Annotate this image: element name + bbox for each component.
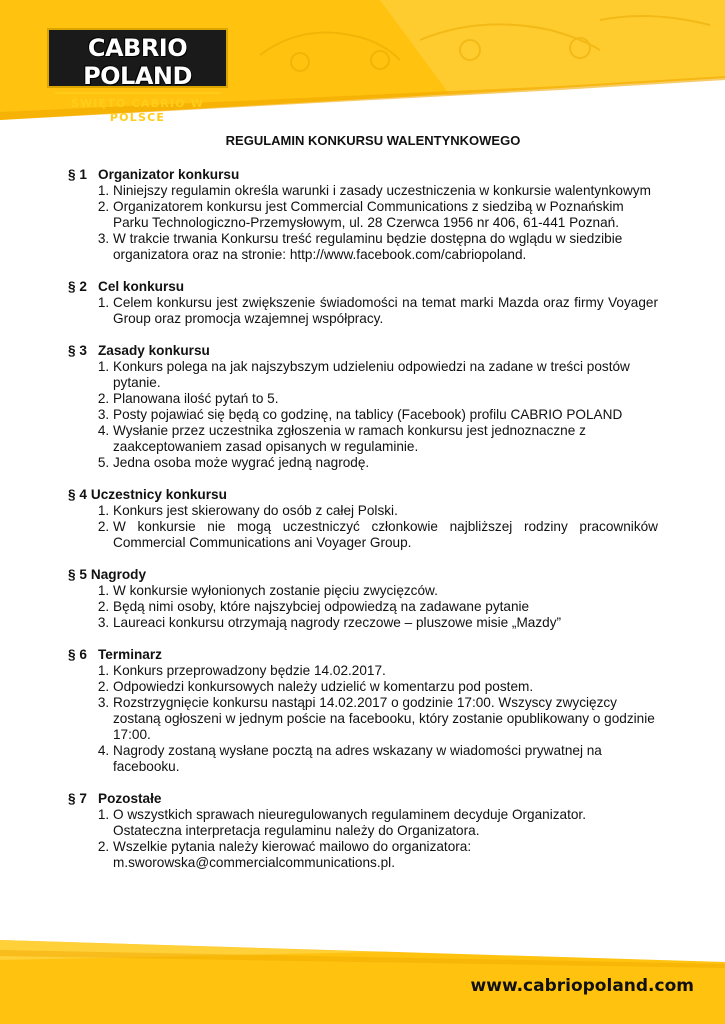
- section-list: [68, 359, 658, 471]
- section-title: Organizator konkursu: [98, 167, 240, 182]
- section-title: Cel konkursu: [98, 279, 185, 294]
- list-item: 3. W trakcie trwania Konkursu treść regulaminu będzie dostępna do wglądu w siedzibie organizatora oraz na stronie: http://www.facebook.com/cabriopoland.: [113, 231, 658, 263]
- section-number: § 1: [68, 167, 87, 182]
- section-title: Pozostałe: [98, 791, 162, 806]
- list-item: 2. Będą nimi osoby, które najszybciej odpowiedzą na zadawane pytanie: [113, 599, 658, 615]
- section-heading: [68, 343, 658, 359]
- section-heading: [68, 487, 658, 503]
- section-3: [68, 343, 658, 471]
- section-heading: [68, 167, 658, 183]
- section-number: § 4: [68, 487, 87, 502]
- section-number: § 3: [68, 343, 87, 358]
- list-item: 1. W konkursie wyłonionych zostanie pięciu zwycięzców.: [113, 583, 658, 599]
- list-item: 1. O wszystkich sprawach nieuregulowanych regulaminem decyduje Organizator. Ostateczna interpretacja regulaminu należy do Organizatora.: [113, 807, 658, 839]
- section-list: [68, 503, 658, 551]
- website-url: www.cabriopoland.com: [470, 976, 694, 996]
- list-item: 1. Konkurs polega na jak najszybszym udzieleniu odpowiedzi na zadane w treści postów pytanie.: [113, 359, 658, 391]
- list-item: 2. Planowana ilość pytań to 5.: [113, 391, 658, 407]
- list-item: 3. Posty pojawiać się będą co godzinę, na tablicy (Facebook) profilu CABRIO POLAND: [113, 407, 658, 423]
- section-1: [68, 167, 658, 263]
- section-list: [68, 663, 658, 775]
- section-number: § 7: [68, 791, 87, 806]
- section-title: Uczestnicy konkursu: [90, 487, 227, 502]
- document-title: REGULAMIN KONKURSU WALENTYNKOWEGO: [225, 133, 521, 148]
- list-item: 2. Wszelkie pytania należy kierować mailowo do organizatora: m.sworowska@commercialcommunications.pl.: [113, 839, 658, 871]
- cabrio-poland-logo: [47, 28, 228, 124]
- list-item: 1. Konkurs jest skierowany do osób z całej Polski.: [113, 503, 658, 519]
- list-item: 3. Laureaci konkursu otrzymają nagrody rzeczowe – pluszowe misie „Mazdy”: [113, 615, 658, 631]
- list-item: 5. Jedna osoba może wygrać jedną nagrodę.: [113, 455, 658, 471]
- list-item: 1. Niniejszy regulamin określa warunki i zasady uczestniczenia w konkursie walentynkowym: [113, 183, 658, 199]
- list-item: 4. Wysłanie przez uczestnika zgłoszenia w ramach konkursu jest jednoznaczne z zaakceptowaniem zasad opisanych w regulaminie.: [113, 423, 658, 455]
- section-list: [68, 183, 658, 263]
- section-6: [68, 647, 658, 775]
- list-item: 1. Konkurs przeprowadzony będzie 14.02.2017.: [113, 663, 658, 679]
- section-title: Zasady konkursu: [98, 343, 210, 358]
- sections-container: [68, 167, 658, 871]
- section-heading: [68, 567, 658, 583]
- section-number: § 6: [68, 647, 87, 662]
- section-list: [68, 807, 658, 871]
- section-list: [68, 583, 658, 631]
- section-number: § 5: [68, 567, 87, 582]
- section-title: Nagrody: [90, 567, 147, 582]
- list-item: 4. Nagrody zostaną wysłane pocztą na adres wskazany w wiadomości prywatnej na facebooku.: [113, 743, 658, 775]
- section-5: [68, 567, 658, 631]
- section-heading: [68, 647, 658, 663]
- section-7: [68, 791, 658, 871]
- list-item: 1. Celem konkursu jest zwiększenie świadomości na temat marki Mazda oraz firmy Voyager Group oraz promocja wzajemnej współpracy.: [113, 295, 658, 327]
- section-2: [68, 279, 658, 327]
- section-number: § 2: [68, 279, 87, 294]
- document-body: [68, 133, 658, 887]
- section-heading: [68, 279, 658, 295]
- section-list: [68, 295, 658, 327]
- section-title: Terminarz: [98, 647, 162, 662]
- logo-subtitle: ŚWIĘTO CABRIO W POLSCE: [55, 92, 220, 125]
- logo-title: CABRIO POLAND: [83, 34, 192, 90]
- section-heading: [68, 791, 658, 807]
- list-item: 2. Organizatorem konkursu jest Commercial Communications z siedzibą w Poznańskim Parku Technologiczno-Przemysłowym, ul. 28 Czerwca 1956 nr 406, 61-441 Poznań.: [113, 199, 658, 231]
- list-item: 2. W konkursie nie mogą uczestniczyć członkowie najbliższej rodziny pracowników Commercial Communications ani Voyager Group.: [113, 519, 658, 551]
- list-item: 3. Rozstrzygnięcie konkursu nastąpi 14.02.2017 o godzinie 17:00. Wszyscy zwycięzcy zostaną ogłoszeni w jednym poście na facebooku, który zostanie opublikowany o godzinie 17:00.: [113, 695, 658, 743]
- section-4: [68, 487, 658, 551]
- list-item: 2. Odpowiedzi konkursowych należy udzielić w komentarzu pod postem.: [113, 679, 658, 695]
